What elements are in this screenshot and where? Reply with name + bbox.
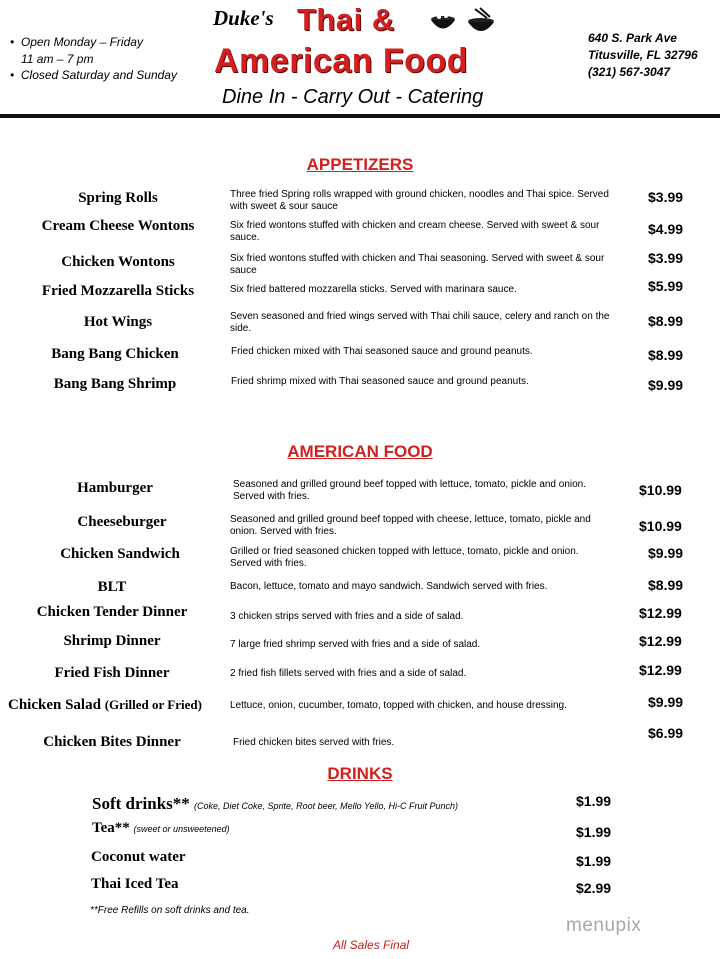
hours-line: • Closed Saturday and Sunday — [10, 68, 177, 82]
item-price: $10.99 — [639, 518, 682, 534]
appetizers-title: APPETIZERS — [306, 155, 414, 174]
item-name-note: (Grilled or Fried) — [104, 697, 202, 712]
item-name: Bang Bang Shrimp — [53, 376, 177, 392]
item-price: $8.99 — [648, 347, 684, 363]
item-name: BLT — [97, 579, 127, 595]
address-block — [588, 30, 698, 81]
item-name: Shrimp Dinner — [63, 633, 161, 649]
item-name: Hamburger — [77, 480, 153, 496]
tagline: Dine In - Carry Out - Catering — [222, 86, 484, 108]
item-desc: Fried shrimp mixed with Thai seasoned sauce and ground peanuts. — [231, 376, 529, 387]
item-price: $12.99 — [639, 662, 682, 678]
item-name: Chicken Wontons — [61, 254, 175, 270]
address-street: 640 S. Park Ave — [588, 31, 677, 45]
drink-name: Coconut water — [91, 849, 186, 865]
item-desc: 3 chicken strips served with fries and a side of salad. — [230, 611, 464, 622]
drink-price: $1.99 — [576, 853, 612, 869]
hours-line: 11 am – 7 pm — [21, 51, 94, 66]
item-price: $12.99 — [639, 605, 682, 621]
item-price: $8.99 — [648, 577, 684, 593]
item-name: Cheeseburger — [77, 514, 167, 530]
drinks-title: DRINKS — [327, 764, 393, 783]
american-title: AMERICAN FOOD — [287, 442, 433, 461]
drink-name: Tea** (sweet or unsweetened) — [92, 820, 230, 836]
item-price: $9.99 — [648, 377, 684, 393]
item-price: $8.99 — [648, 313, 684, 329]
item-name: Chicken Tender Dinner — [36, 604, 188, 620]
brand-line1: Thai & — [297, 2, 395, 37]
item-desc: Fried chicken bites served with fries. — [233, 737, 395, 748]
item-desc: Six fried wontons stuffed with chicken and Thai seasoning. Served with sweet & sour sauce — [230, 253, 605, 276]
header-divider — [0, 114, 720, 118]
item-desc: 7 large fried shrimp served with fries and a side of salad. — [230, 639, 481, 650]
item-name: Cream Cheese Wontons — [41, 218, 195, 234]
drink-price: $1.99 — [576, 793, 612, 809]
item-desc: Lettuce, onion, cucumber, tomato, topped with chicken, and house dressing. — [230, 700, 567, 711]
drink-note: (Coke, Diet Coke, Sprite, Root beer, Mello Yello, Hi-C Fruit Punch) — [194, 801, 458, 811]
item-name: Fried Fish Dinner — [54, 665, 170, 681]
item-name: Bang Bang Chicken — [51, 346, 179, 362]
item-price: $4.99 — [648, 221, 684, 237]
item-desc: Seasoned and grilled ground beef topped with cheese, lettuce, tomato, pickle and onion. Served with fries. — [230, 514, 591, 537]
item-price: $9.99 — [648, 545, 684, 561]
address-city: Titusville, FL 32796 — [588, 48, 698, 62]
item-name: Chicken Bites Dinner — [43, 734, 181, 750]
item-desc: Six fried wontons stuffed with chicken and cream cheese. Served with sweet & sour sauce. — [230, 220, 600, 243]
bowl-icon — [465, 6, 497, 38]
refill-note: **Free Refills on soft drinks and tea. — [90, 905, 250, 916]
item-price: $9.99 — [648, 694, 684, 710]
watermark-logo: menupix — [566, 915, 642, 936]
drink-price: $2.99 — [576, 880, 612, 896]
item-price: $3.99 — [648, 250, 684, 266]
drink-name: Soft drinks** (Coke, Diet Coke, Sprite, Root beer, Mello Yello, Hi-C Fruit Punch) — [92, 794, 458, 813]
item-name: Chicken Sandwich — [60, 546, 180, 562]
brand-small: Duke's — [213, 6, 274, 30]
item-desc: Seasoned and grilled ground beef topped with lettuce, tomato, pickle and onion. Served with fries. — [233, 479, 587, 502]
brand-line2: American Food — [214, 42, 468, 80]
all-sales-final: All Sales Final — [333, 938, 410, 952]
item-name: Fried Mozzarella Sticks — [41, 283, 195, 299]
item-desc: 2 fried fish fillets served with fries and a side of salad. — [230, 668, 467, 679]
item-desc: Seven seasoned and fried wings served with Thai chili sauce, celery and ranch on the side. — [230, 311, 610, 334]
item-price: $5.99 — [648, 278, 684, 294]
item-price: $10.99 — [639, 482, 682, 498]
item-desc: Grilled or fried seasoned chicken topped with lettuce, tomato, pickle and onion. Served with fries. — [230, 546, 579, 569]
item-name: Chicken Salad (Grilled or Fried) — [8, 697, 202, 713]
hours-line: • Open Monday – Friday — [10, 35, 143, 49]
item-desc: Six fried battered mozzarella sticks. Served with marinara sauce. — [230, 284, 517, 295]
item-desc: Bacon, lettuce, tomato and mayo sandwich. Sandwich served with fries. — [230, 581, 548, 592]
item-desc: Three fried Spring rolls wrapped with ground chicken, noodles and Thai spice. Served with sweet & sour sauce — [230, 189, 609, 212]
drink-name: Thai Iced Tea — [91, 876, 179, 892]
item-desc: Fried chicken mixed with Thai seasoned sauce and ground peanuts. — [231, 346, 533, 357]
item-price: $3.99 — [648, 189, 684, 205]
item-name: Spring Rolls — [78, 190, 158, 206]
address-phone: (321) 567-3047 — [588, 65, 671, 79]
hours-block — [10, 34, 177, 84]
item-price: $6.99 — [648, 725, 684, 741]
item-name: Hot Wings — [83, 314, 153, 330]
item-price: $12.99 — [639, 633, 682, 649]
drink-price: $1.99 — [576, 824, 612, 840]
drink-note: (sweet or unsweetened) — [133, 824, 230, 834]
